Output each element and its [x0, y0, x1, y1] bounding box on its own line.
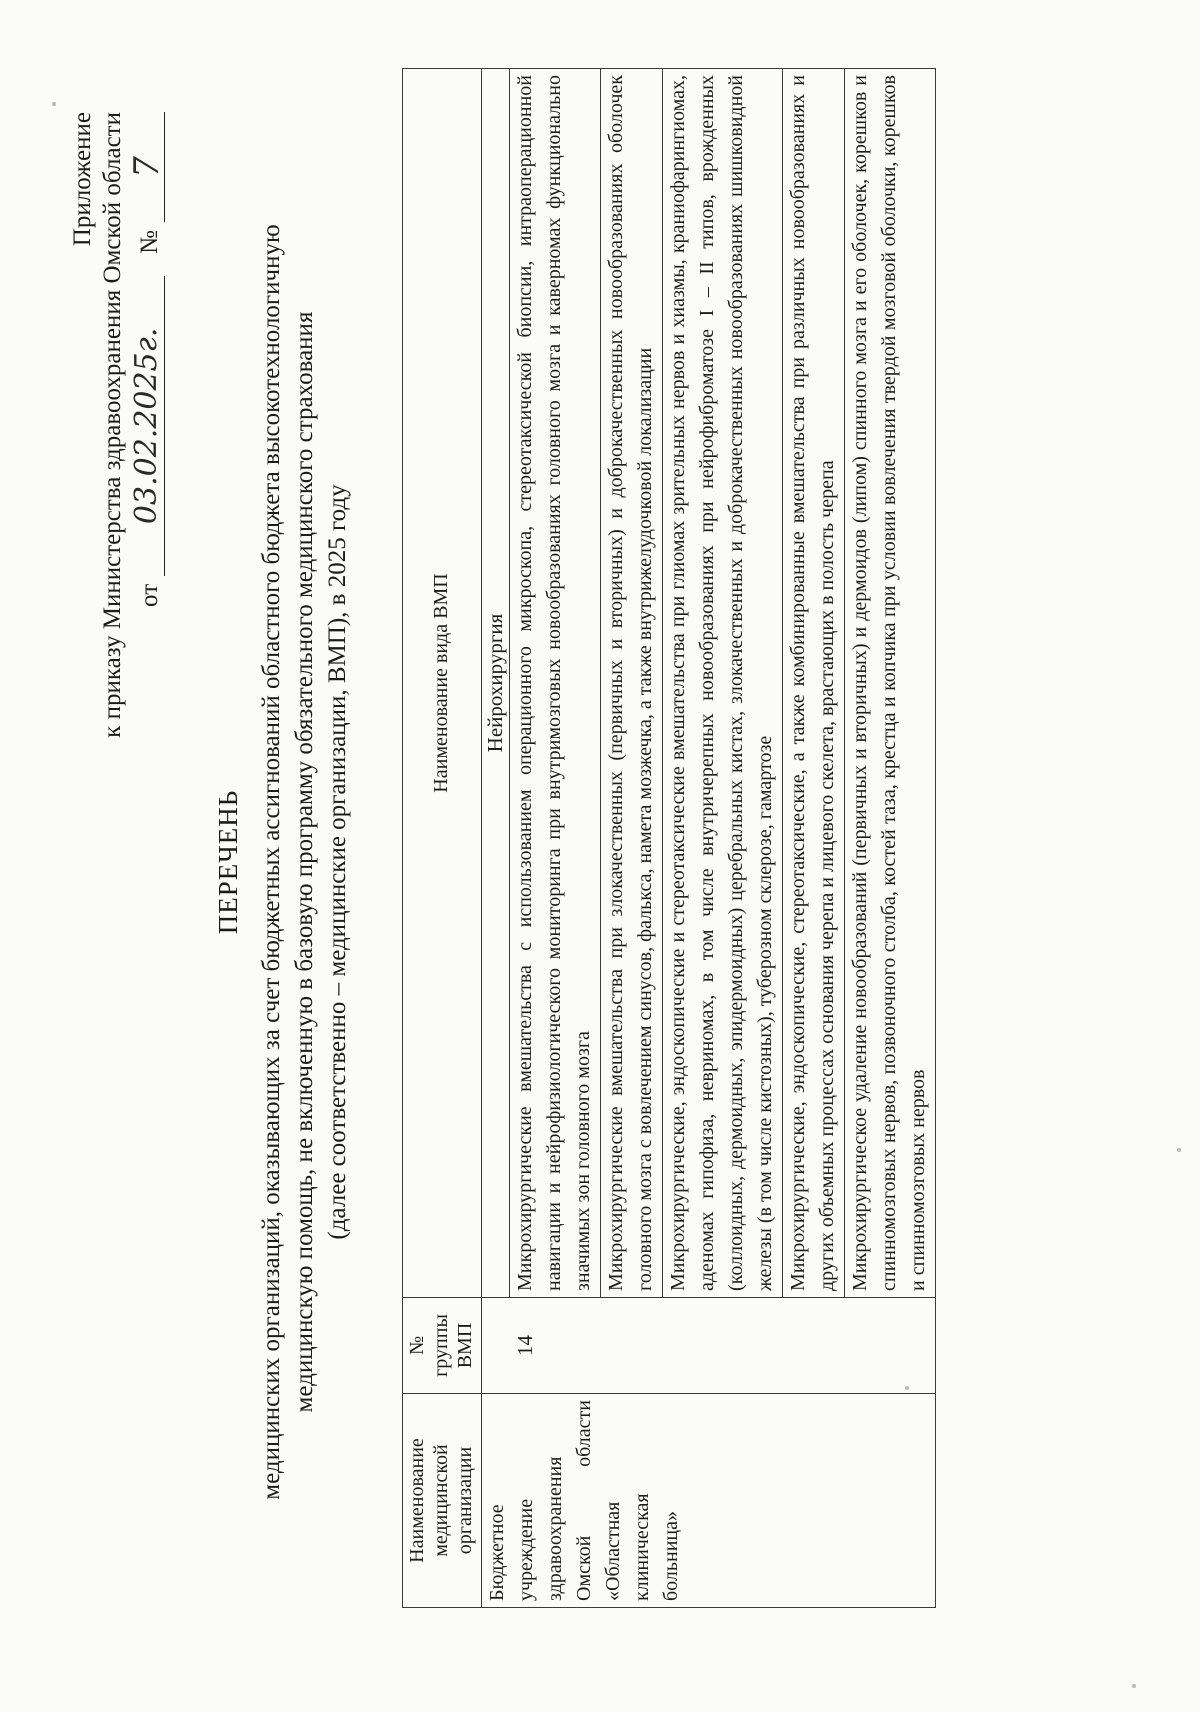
- table-row: [510, 69, 601, 1608]
- group-number: 14: [510, 1298, 936, 1394]
- order-date-handwritten: 03.02.2025г.: [130, 276, 165, 576]
- table-row: [482, 69, 510, 1608]
- title-line-2: медицинскую помощь, не включенную в базовую программу обязательного медицинского страхования: [291, 311, 318, 1413]
- vmp-kind-cell: Микрохирургические, эндоскопические и стереотаксические вмешательства при глиомах зрительных нервов и хиазмы, краниофарингиомах, аденомах гипофиза, невриномах, в том числе внутричерепных новообразованиях при нейрофиброматозе I – II типов, врожденных (коллоидных, дермоидных, эпидермоидных) церебральных кистах, злокачественных и доброкачественных новообразованиях шишковидной железы (в том числе кистозных), туберозном склерозе, гамартозе: [663, 69, 783, 1298]
- scan-speck: [1177, 1148, 1181, 1152]
- section-spacer: [482, 1298, 510, 1394]
- order-reference: к приказу Министерства здравоохранения Омской области: [99, 112, 126, 738]
- vmp-kind-cell: Микрохирургическое удаление новообразований (первичных и вторичных) и дермоидов (липом) спинного мозга и его оболочек, корешков и спинномозговых нервов, позвоночного столба, костей таза, крестца и копчика при условии вовлечения твердой мозговой оболочки, корешков и спинномозговых нервов: [845, 69, 936, 1298]
- header-group-number: № группы ВМП: [403, 1298, 482, 1394]
- order-date-line: [127, 112, 167, 738]
- date-prefix: от: [136, 583, 163, 607]
- title-line-1: медицинских организаций, оказывающих за счет бюджетных ассигнований областного бюджета высокотехнологичную: [258, 224, 285, 1500]
- vmp-kind-cell: Микрохирургические, эндоскопические, стереотаксические, а также комбинированные вмешательства при различных новообразованиях и других объемных процессах основания черепа и лицевого скелета, врастающих в полость черепа: [783, 69, 845, 1298]
- appendix-label: Приложение: [69, 112, 96, 247]
- vmp-kind-cell: Микрохирургические вмешательства с использованием операционного микроскопа, стереотаксической биопсии, интраоперационной навигации и нейрофизиологического мониторинга при внутримозговых новообразованиях головного мозга и каверномах функционально значимых зон головного мозга: [510, 69, 601, 1298]
- scan-speck: [1132, 1684, 1136, 1688]
- header-vmp-kind: Наименование вида ВМП: [403, 69, 482, 1298]
- document-title: ПЕРЕЧЕНЬ: [213, 789, 243, 935]
- vmp-kind-cell: Микрохирургические вмешательства при злокачественных (первичных и вторичных) и доброкачественных новообразованиях оболочек головного мозга с вовлечением синусов, фалькса, намета мозжечка, а также внутрижелудочковой локализации: [601, 69, 663, 1298]
- title-line-3: (далее соответственно – медицинские организации, ВМП), в 2025 году: [324, 484, 351, 1240]
- vmp-table: [402, 68, 936, 1608]
- number-prefix: №: [136, 230, 163, 254]
- order-number-handwritten: 7: [130, 112, 165, 222]
- section-title: Нейрохирургия: [482, 69, 510, 1298]
- appendix-header: [68, 112, 165, 738]
- scan-speck: [52, 102, 56, 106]
- header-organization: Наименование медицинской организации: [403, 1394, 482, 1608]
- document-title-block: [212, 152, 354, 1572]
- vmp-table-container: [402, 68, 936, 1608]
- organization-name: Бюджетное учреждение здравоохранения Омской области «Областная клиническая больница»: [482, 1394, 936, 1608]
- table-header-row: [403, 69, 482, 1608]
